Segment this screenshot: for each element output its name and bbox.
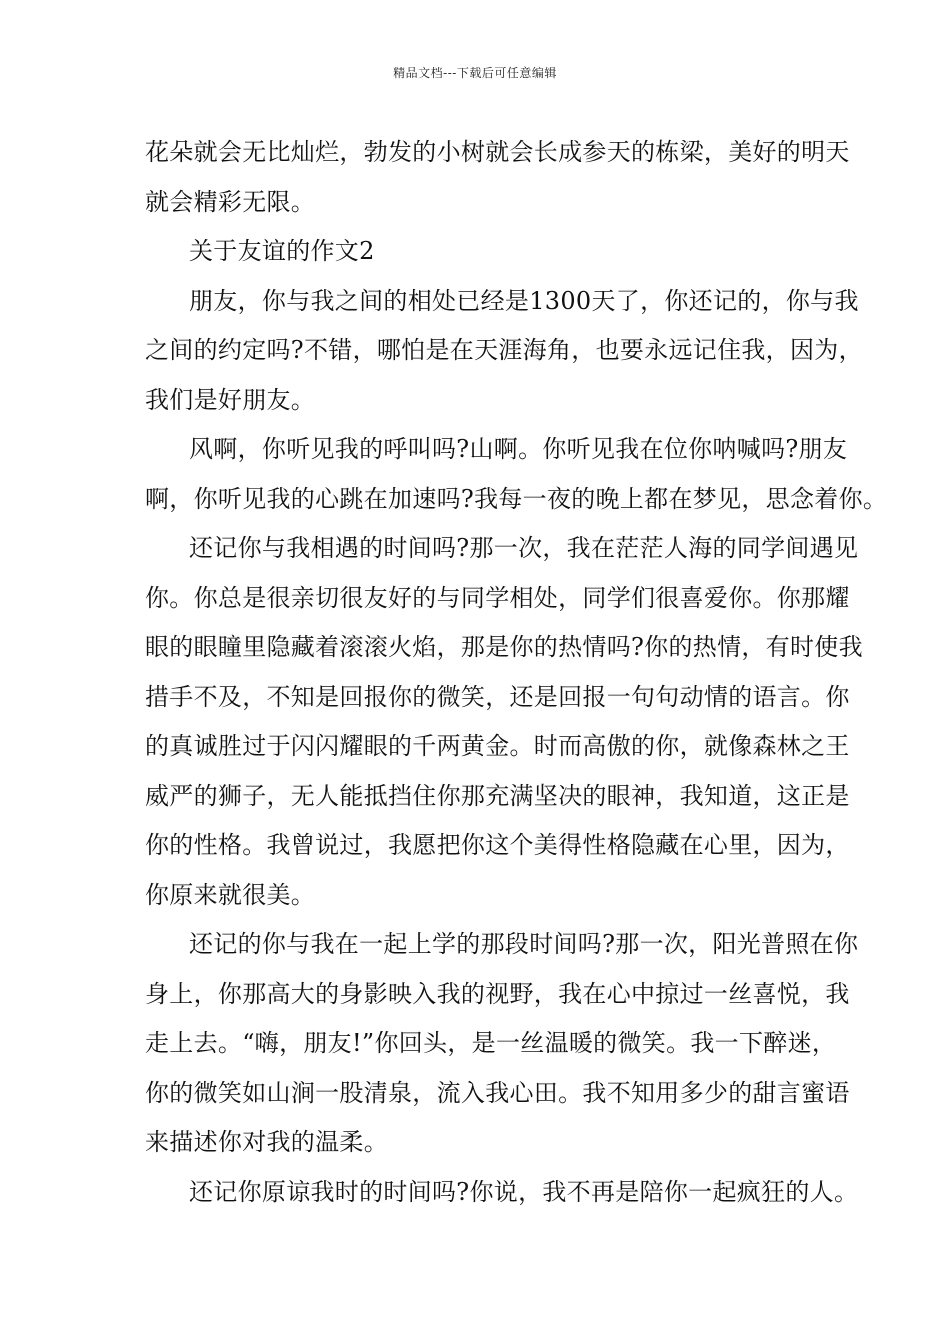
text-line: 风啊，你听见我的呼叫吗?山啊。你听见我在位你呐喊吗?朋友 xyxy=(189,435,848,463)
document-body xyxy=(145,128,888,1217)
text-line: 啊，你听见我的心跳在加速吗?我每一夜的晚上都在梦见，思念着你。 xyxy=(145,484,888,513)
text-line: 关于友谊的作文2 xyxy=(189,237,375,265)
text-line: 就会精彩无限。 xyxy=(145,187,316,216)
text-line: 还记你与我相遇的时间吗?那一次，我在茫茫人海的同学间遇见 xyxy=(189,534,859,562)
text-line: 还记你原谅我时的时间吗?你说，我不再是陪你一起疯狂的人。 xyxy=(189,1177,859,1206)
text-line: 措手不及，不知是回报你的微笑，还是回报一句句动情的语言。你 xyxy=(145,682,850,711)
text-line: 走上去。“嗨，朋友!”你回头，是一丝温暖的微笑。我一下醉迷， xyxy=(145,1029,837,1057)
text-line: 之间的约定吗?不错，哪怕是在天涯海角，也要永远记住我，因为， xyxy=(145,336,863,364)
text-line: 我们是好朋友。 xyxy=(145,385,316,414)
text-line: 你的微笑如山涧一股清泉，流入我心田。我不知用多少的甜言蜜语 xyxy=(145,1078,850,1107)
text-line: 还记的你与我在一起上学的那段时间吗?那一次，阳光普照在你 xyxy=(189,930,859,958)
text-line: 朋友，你与我之间的相处已经是1300天了，你还记的，你与我 xyxy=(189,286,859,315)
text-line: 威严的狮子，无人能抵挡住你那充满坚决的眼神，我知道，这正是 xyxy=(145,781,850,810)
text-line: 身上，你那高大的身影映入我的视野，我在心中掠过一丝喜悦，我 xyxy=(145,979,850,1008)
text-line: 的真诚胜过于闪闪耀眼的千两黄金。时而高傲的你，就像森林之王 xyxy=(145,732,850,760)
text-line: 你。你总是很亲切很友好的与同学相处，同学们很喜爱你。你那耀 xyxy=(145,583,850,612)
text-line: 花朵就会无比灿烂，勃发的小树就会长成参天的栋梁，美好的明天 xyxy=(145,138,850,166)
text-line: 你的性格。我曾说过，我愿把你这个美得性格隐藏在心里，因为， xyxy=(145,831,850,859)
text-line: 来描述你对我的温柔。 xyxy=(145,1128,388,1156)
page-header: 精品文档---下载后可任意编辑 xyxy=(393,66,557,80)
text-line: 你原来就很美。 xyxy=(145,880,316,909)
text-line: 眼的眼瞳里隐藏着滚滚火焰，那是你的热情吗?你的热情，有时使我 xyxy=(145,633,863,661)
